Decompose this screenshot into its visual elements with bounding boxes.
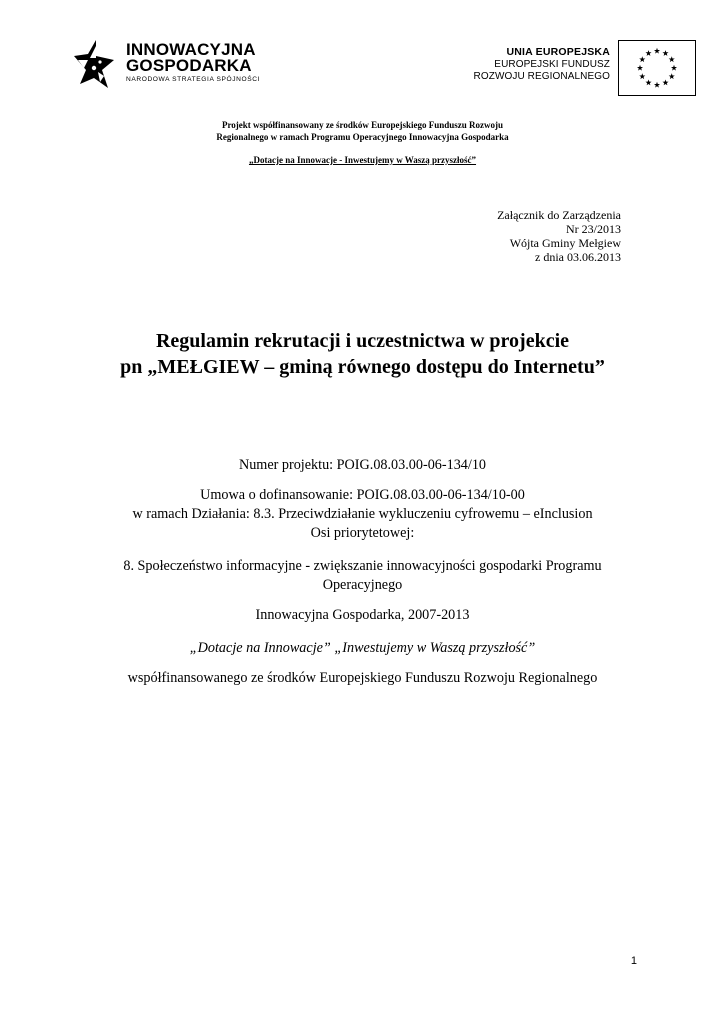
- page-number: 1: [630, 955, 637, 967]
- project-slogan: „Dotacje na Innowacje - Inwestujemy w Waszą przyszłość”: [248, 155, 477, 165]
- document-title-line2: pn „MEŁGIEW – gminą równego dostępu do Internetu”: [120, 356, 605, 378]
- eu-star-icon: [669, 73, 675, 79]
- eu-star-icon: [662, 50, 668, 56]
- eu-logo: [470, 40, 696, 98]
- eu-star-icon: [654, 82, 660, 88]
- programme-name: Innowacyjna Gospodarka, 2007-2013: [255, 607, 470, 623]
- eu-logo-line3: ROZWOJU REGIONALNEGO: [473, 71, 610, 82]
- eu-flag-stars: [619, 41, 695, 95]
- eu-star-icon: [645, 80, 651, 86]
- project-cofinancing-line1: Projekt współfinansowany ze środków Europejskiego Funduszu Rozwoju: [221, 120, 504, 130]
- cofinancing-line: współfinansowanego ze środków Europejskiego Funduszu Rozwoju Regionalnego: [127, 670, 598, 686]
- innovative-economy-star-icon: [74, 38, 122, 90]
- eu-star-icon: [671, 65, 677, 71]
- annex-block: [497, 208, 621, 264]
- eu-star-icon: [654, 48, 660, 54]
- body-slogan: „Dotacje na Innowacje” „Inwestujemy w Waszą przyszłość”: [189, 640, 536, 656]
- eu-star-icon: [669, 56, 675, 62]
- ig-logo-line2: GOSPODARKA: [126, 56, 252, 75]
- ig-logo-line1: INNOWACYJNA: [126, 40, 256, 59]
- eu-star-icon: [639, 56, 645, 62]
- priority-axis-detail-2: Operacyjnego: [322, 577, 403, 593]
- ig-logo-text: [126, 42, 260, 85]
- eu-star-icon: [639, 73, 645, 79]
- measure-line: w ramach Działania: 8.3. Przeciwdziałanie wykluczeniu cyfrowemu – eInclusion: [132, 506, 593, 522]
- priority-axis-label: Osi priorytetowej:: [310, 525, 415, 541]
- eu-logo-line2: EUROPEJSKI FUNDUSZ: [494, 59, 610, 70]
- annex-line1: Załącznik do Zarządzenia: [497, 208, 621, 222]
- eu-logo-text: [474, 46, 610, 83]
- annex-line2: Nr 23/2013: [566, 222, 621, 236]
- document-title-line1: Regulamin rekrutacji i uczestnictwa w projekcie: [155, 330, 570, 352]
- eu-logo-line1: UNIA EUROPEJSKA: [506, 46, 610, 58]
- eu-star-icon: [662, 80, 668, 86]
- annex-line4: z dnia 03.06.2013: [535, 250, 621, 264]
- eu-star-icon: [645, 50, 651, 56]
- eu-flag-icon: [618, 40, 696, 96]
- priority-axis-detail-1: 8. Społeczeństwo informacyjne - zwiększanie innowacyjności gospodarki Programu: [123, 558, 602, 574]
- innowacyjna-gospodarka-logo: [74, 38, 274, 94]
- eu-star-icon: [637, 65, 643, 71]
- ig-logo-line3: NARODOWA STRATEGIA SPÓJNOŚCI: [126, 76, 261, 83]
- project-cofinancing-line2: Regionalnego w ramach Programu Operacyjnego Innowacyjna Gospodarka: [216, 132, 509, 142]
- annex-line3: Wójta Gminy Mełgiew: [509, 236, 621, 250]
- project-number: Numer projektu: POIG.08.03.00-06-134/10: [238, 457, 487, 473]
- agreement-number: Umowa o dofinansowanie: POIG.08.03.00-06-134/10-00: [200, 487, 525, 503]
